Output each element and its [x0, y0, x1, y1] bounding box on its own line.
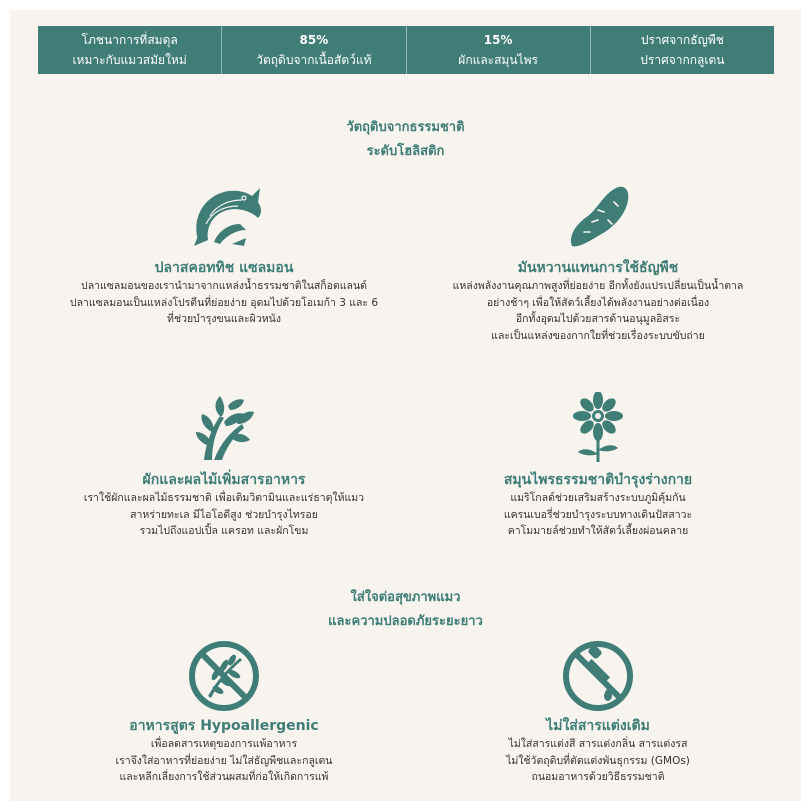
feature-description-line: ที่ช่วยบำรุงขนและผิวหนัง [167, 313, 281, 325]
banner-cell-line2: เหมาะกับแมวสมัยใหม่ [72, 53, 187, 67]
feature-description-line: อีกทั้งอุดมไปด้วยสารต้านอนุมูลอิสระ [515, 313, 681, 325]
feature-vegetables-fruits [44, 392, 404, 540]
seaweed-icon [184, 392, 264, 464]
banner-cell-real-meat [222, 26, 406, 74]
banner-cell-vegetables-herbs [407, 26, 591, 74]
salmon-fish-icon [184, 180, 264, 252]
feature-description-line: ถนอมอาหารด้วยวิธีธรรมชาติ [531, 771, 665, 783]
feature-salmon [44, 180, 404, 328]
banner-cell-line1: ปราศจากธัญพืช [640, 33, 724, 47]
feature-description [418, 278, 778, 344]
feature-description [418, 736, 778, 786]
feature-description-line: สาหร่ายทะเล มีไอโอดีสูง ช่วยบำรุงไทรอย [130, 508, 318, 521]
feature-description [44, 278, 404, 328]
feature-title: ไม่ใส่สารแต่งเติม [546, 718, 650, 734]
feature-description-line: ไม่ใส่สารแต่งสี สารแต่งกลิ่น สารแต่งรส [508, 738, 688, 750]
feature-description-line: และหลีกเลี่ยงการใช้ส่วนผสมที่ก่อให้เกิดการแพ้ [119, 771, 329, 783]
banner-cell-balanced-nutrition [38, 26, 222, 74]
feature-description-line: ไม่ใช้วัตถุดิบที่ตัดแต่งพันธุกรรม (GMOs) [506, 754, 690, 767]
feature-description-line: ปลาแซลมอนเป็นแหล่งโปรตีนที่ย่อยง่าย อุดมไปด้วยโอเมก้า 3 และ 6 [69, 296, 379, 309]
section-title-cat-health [10, 586, 801, 634]
feature-description [44, 736, 404, 786]
feature-description-line: เราจึงใส่อาหารที่ย่อยง่าย ไม่ใส่ธัญพืชและกลูเตน [115, 754, 333, 767]
feature-title: ปลาสคอททิช แซลมอน [154, 260, 294, 276]
section-title-line2: ระดับโฮลิสติก [366, 144, 445, 159]
feature-description-line: เพื่อลดสารเหตุของการแพ้อาหาร [150, 738, 298, 750]
feature-hypoallergenic [44, 638, 404, 786]
banner-cell-line2: ผักและสมุนไพร [458, 53, 538, 67]
feature-description-line: แครนเบอรี่ช่วยบำรุงระบบทางเดินปัสสาวะ [503, 508, 693, 521]
feature-description [418, 490, 778, 540]
feature-description-line: และเป็นแหล่งของกากใยที่ช่วยเรื่องระบบขับถ่าย [491, 329, 705, 342]
section-title-line1: วัตถุดิบจากธรรมชาติ [346, 120, 465, 135]
feature-no-additives [418, 638, 778, 786]
feature-title: ผักและผลไม้เพิ่มสารอาหาร [142, 472, 306, 488]
feature-description-line: แมริโกลด์ช่วยเสริมสร้างระบบภูมิคุ้มกัน [510, 492, 686, 504]
feature-description-line: ปลาแซลมอนของเรานำมาจากแหล่งน้ำธรรมชาติในสก็อตแลนด์ [81, 280, 367, 292]
banner-cell-line1: 85% [299, 33, 329, 47]
feature-description [44, 490, 404, 540]
feature-natural-herbs [418, 392, 778, 540]
product-info-page [10, 10, 801, 801]
banner-cell-grain-free [591, 26, 774, 74]
feature-banner [38, 26, 774, 74]
feature-title: สมุนไพรธรรมชาติบำรุงร่างกาย [503, 472, 693, 488]
feature-sweet-potato [418, 180, 778, 344]
section-title-line1: ใส่ใจต่อสุขภาพแมว [350, 590, 461, 605]
feature-description-line: คาโมมายล์ช่วยทำให้สัตว์เลี้ยงผ่อนคลาย [507, 525, 689, 537]
feature-title: อาหารสูตร Hypoallergenic [129, 718, 319, 734]
banner-cell-line2: วัตถุดิบจากเนื้อสัตว์แท้ [256, 53, 372, 67]
feature-title: มันหวานแทนการใช้ธัญพืช [517, 260, 679, 276]
marigold-flower-icon [558, 392, 638, 464]
banner-cell-line1: 15% [483, 33, 513, 47]
banner-cell-line2: ปราศจากกลูเตน [640, 53, 725, 67]
feature-description-line: รวมไปถึงแอปเปิ้ล แครอท และผักโขม [139, 525, 309, 537]
feature-description-line: แหล่งพลังงานคุณภาพสูงที่ย่อยง่าย อีกทั้งยังแปรเปลี่ยนเป็นน้ำตาล [452, 280, 744, 292]
no-additive-dropper-icon [560, 638, 636, 714]
feature-description-line: อย่างช้าๆ เพื่อให้สัตว์เลี้ยงได้พลังงานอย่างต่อเนื่อง [486, 296, 710, 309]
banner-cell-line1: โภชนาการที่สมดุล [81, 33, 178, 47]
section-title-line2: และความปลอดภัยระยะยาว [328, 614, 483, 629]
feature-description-line: เราใช้ผักและผลไม้ธรรมชาติ เพื่อเติมวิตามินและแร่ธาตุให้แมว [83, 492, 365, 504]
no-grain-icon [186, 638, 262, 714]
sweet-potato-icon [558, 180, 638, 252]
section-title-natural-ingredients [10, 116, 801, 164]
